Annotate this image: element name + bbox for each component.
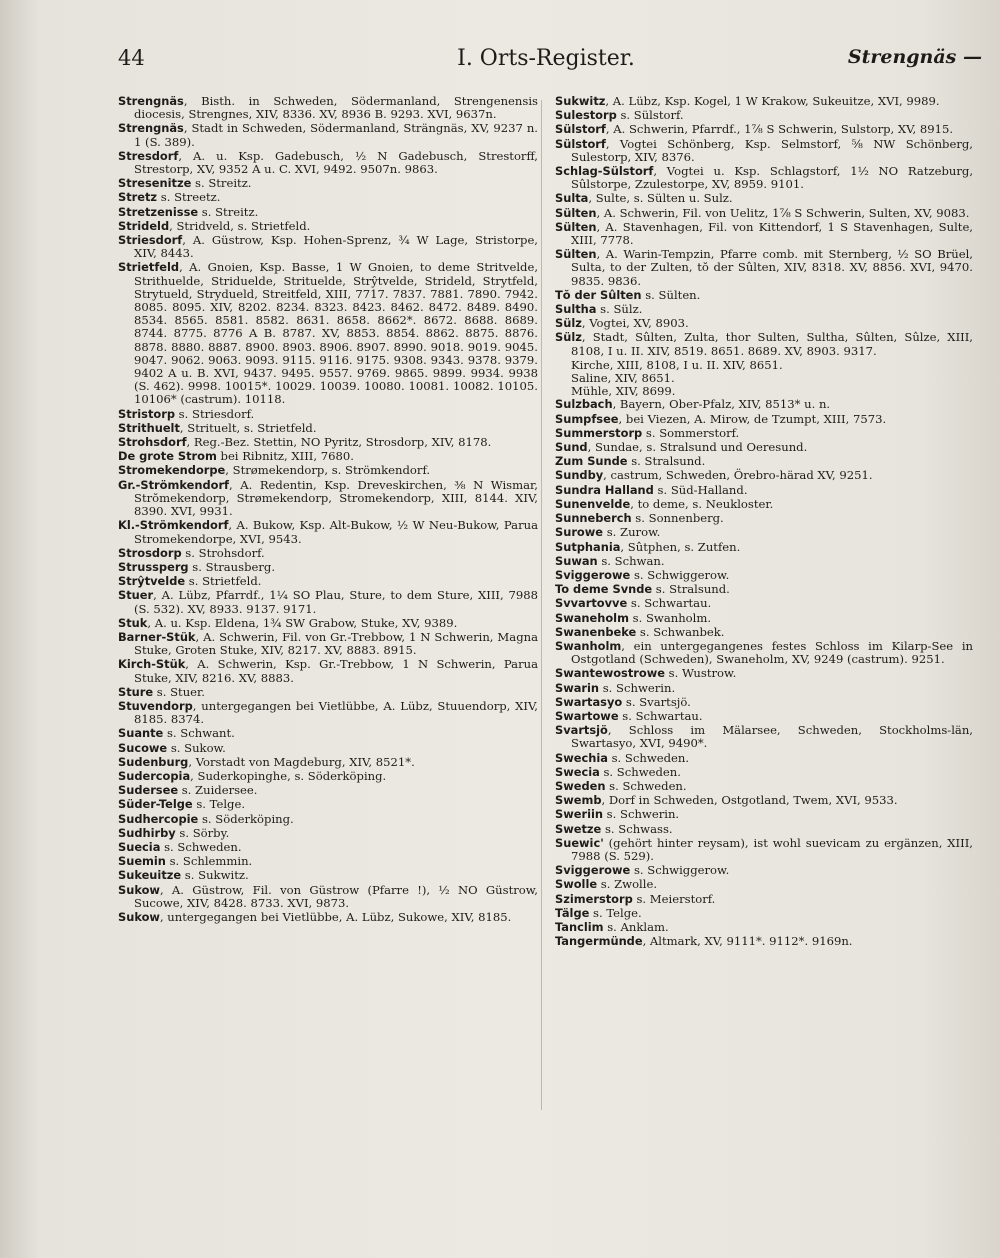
index-entry [555, 878, 973, 891]
entry-text: s. Streitz. [191, 176, 252, 191]
index-entry [118, 575, 538, 588]
entry-headword: Sülstorf [555, 122, 606, 137]
entry-text: , Schloss im Mälarsee, Schweden, Stockholms-län, Swartasyo, XVI, 9490*. [571, 723, 973, 751]
entry-text: s. Strietfeld. [185, 574, 262, 589]
entry-text: s. Sülten. [641, 287, 701, 302]
entry-headword: Schlag-Sülstorf [555, 164, 654, 179]
index-entry [555, 893, 973, 906]
entry-text: , A. Bukow, Ksp. Alt-Bukow, ½ W Neu-Bukow, Parua Stromekendorpe, XVI, 9543. [134, 518, 538, 546]
index-entry [555, 541, 973, 554]
entry-text: s. Schwerin. [599, 680, 676, 695]
entry-text: s. Stralsund. [627, 454, 706, 469]
entry-headword: Strussperg [118, 559, 189, 574]
entry-headword: Swechia [555, 750, 608, 765]
entry-text: , Vogtei, XV, 8903. [581, 316, 689, 331]
entry-headword: Sudenburg [118, 754, 189, 769]
entry-text: s. Schweden. [599, 764, 681, 779]
entry-headword: Stresdorf [118, 148, 179, 163]
entry-headword: Sülten [555, 247, 597, 262]
index-entry [118, 589, 538, 615]
entry-text: , A. Schwerin, Ksp. Gr.-Trebbow, 1 N Schwerin, Parua Stuke, XIV, 8216. XV, 8883. [134, 657, 538, 685]
entry-headword: De grote Strom [118, 449, 217, 464]
entry-text: , Vogtei u. Ksp. Schlagstorf, 1½ NO Ratzeburg, Sûlstorpe, Zzulestorpe, XV, 8959. 9101. [571, 164, 973, 192]
index-entry [118, 220, 538, 233]
entry-headword: Barner-Stük [118, 629, 196, 644]
entry-headword: Sviggerowe [555, 567, 631, 582]
index-entry [555, 935, 973, 948]
entry-headword: Swarin [555, 680, 600, 695]
entry-headword: Stuer [118, 588, 154, 603]
entry-text: s. Schwass. [601, 821, 673, 836]
index-entry [555, 682, 973, 695]
index-entry [555, 823, 973, 836]
index-entry [118, 464, 538, 477]
entry-text: , castrum, Schweden, Örebro-härad XV, 9251. [603, 468, 873, 483]
entry-text: s. Telge. [589, 905, 642, 920]
entry-headword: Sundra Halland [555, 482, 654, 497]
entry-subitem: Saline, XIV, 8651. [571, 371, 675, 386]
index-entry [555, 921, 973, 934]
entry-text: s. Svartsjö. [622, 694, 691, 709]
entry-headword: Swaneholm [555, 610, 629, 625]
index-entry [555, 555, 973, 568]
entry-headword: Kl.-Strömkendorf [118, 518, 229, 533]
index-entry [555, 317, 973, 330]
entry-text: s. Strohsdorf. [181, 545, 265, 560]
index-entry [555, 583, 973, 596]
index-entry [118, 422, 538, 435]
entry-headword: Tälge [555, 905, 590, 920]
entry-headword: Sumpfsee [555, 411, 619, 426]
entry-text: s. Sommerstorf. [642, 425, 740, 440]
entry-text: , Strømekendorp, s. Strömkendorf. [225, 463, 431, 478]
entry-text: , A. Güstrow, Fil. von Güstrow (Pfarre !), ½ NO Güstrow, Sucowe, XIV, 8428. 8733. XVI, 9873. [134, 882, 538, 910]
entry-text: s. Schweden. [160, 839, 242, 854]
entry-headword: Szimerstorp [555, 891, 633, 906]
index-entry [118, 177, 538, 190]
index-entry [118, 727, 538, 740]
column-divider [541, 100, 542, 1110]
entry-text: , Altmark, XV, 9111*. 9112*. 9169n. [642, 934, 853, 949]
entry-text: , to deme, s. Neukloster. [630, 496, 774, 511]
entry-headword: Tangermünde [555, 934, 643, 949]
index-entry [118, 700, 538, 726]
entry-text: , A. Lübz, Ksp. Kogel, 1 W Krakow, Sukeuitze, XVI, 9989. [605, 94, 940, 108]
entry-text: s. Meierstorf. [632, 891, 716, 906]
index-entry [555, 123, 973, 136]
entry-headword: Sukwitz [555, 94, 606, 108]
entry-text: , Reg.-Bez. Stettin, NO Pyritz, Strosdorp, XIV, 8178. [186, 435, 492, 450]
entry-subitem: Kirche, XIII, 8108, I u. II. XIV, 8651. [571, 357, 783, 372]
index-entry [555, 138, 973, 164]
entry-headword: Sülstorf [555, 136, 606, 151]
index-entry [118, 519, 538, 545]
entry-headword: Sucowe [118, 740, 168, 755]
index-entry [555, 248, 973, 288]
entry-headword: Strosdorp [118, 545, 182, 560]
entry-text: , A. Lübz, Pfarrdf., 1¼ SO Plau, Sture, to dem Sture, XIII, 7988 (S. 532). XV, 8933. 9137. 9171. [134, 588, 538, 616]
entry-text: , A. Redentin, Ksp. Dreveskirchen, ⅜ N Wismar, Strŏmekendorp, Strømekendorp, Stromekendorp, XIII, 8144. XIV, 8390. XVI, 9931. [134, 477, 538, 519]
entry-headword: Suecia [118, 839, 161, 854]
index-entry [118, 150, 538, 176]
page-number: 44 [118, 46, 145, 70]
entry-headword: Strietfeld [118, 260, 180, 275]
index-entry [118, 756, 538, 769]
index-entry [555, 484, 973, 497]
index-entry [118, 855, 538, 868]
entry-headword: Strideld [118, 218, 170, 233]
entry-text: , ein untergegangenes festes Schloss im Kilarp-See in Ostgotland (Schweden), Swaneholm, XV, 9249 (castrum). 9251. [571, 638, 973, 667]
entry-headword: Sukow [118, 909, 160, 924]
entry-headword: Surowe [555, 525, 604, 540]
index-entry [118, 450, 538, 463]
index-entry [118, 911, 538, 924]
entry-text: , Sulte, s. Sülten u. Sulz. [588, 191, 733, 206]
index-entry [118, 770, 538, 783]
index-entry [118, 631, 538, 657]
page-header [110, 46, 982, 86]
index-entry [118, 742, 538, 755]
left-column [118, 95, 538, 925]
entry-text: s. Sülstorf. [616, 108, 684, 123]
index-entry [118, 191, 538, 204]
index-entry [118, 95, 538, 121]
entry-text: s. Sonnenberg. [631, 511, 724, 526]
entry-headword: Sukeuitze [118, 868, 182, 883]
entry-headword: Swetze [555, 821, 602, 836]
index-entry [555, 109, 973, 122]
entry-text: , Sûtphen, s. Zutfen. [620, 539, 741, 554]
index-entry [118, 122, 538, 148]
running-head: Strengnäs — [847, 46, 982, 68]
entry-headword: Sülten [555, 205, 597, 220]
entry-headword: Sukow [118, 882, 160, 897]
entry-headword: Strengnäs [118, 121, 184, 136]
index-entry [555, 165, 973, 191]
entry-text: , untergegangen bei Vietlübbe, A. Lübz, Sukowe, XIV, 8185. [159, 909, 512, 924]
entry-text: , A. Gnoien, Ksp. Basse, 1 W Gnoien, to deme Stritvelde, Strithuelde, Striduelde, Strituelde, Strŷtvelde, Strideld, Strytfeld, Strytueld, Strydueld, Streitfeld, XIII, 7717. 7837. 7881. 7890. 7942. 8085. 8095. XIV, 8202. 8234. 8323. 8423. 8462. 8472. 8489. 8490. 8534. 8565. 8581. 8582. 8631. 8658. 8662*. 8672. 8688. 8689. 8744. 8775. 8776 A B. 8787. XV, 8853. 8854. 8862. 8875. 8876. 8878. 8880. 8887. 8900. 8903. 8906. 8907. 8990. 9018. 9019. 9045. 9047. 9062. 9063. 9093. 9115. 9116. 9175. 9308. 9343. 9378. 9379. 9402 A u. B. XVI, 9437. 9495. 9557. 9769. 9865. 9899. 9934. 9938 (S. 462). 9998. 10015*. 10029. 10039. 10080. 10081. 10082. 10105. 10106* (castrum). 10118. [134, 260, 538, 407]
entry-text: , A. Schwerin, Pfarrdf., 1⅞ S Schwerin, Sulstorp, XV, 8915. [605, 122, 954, 137]
entry-headword: Svartsjö [555, 723, 608, 738]
entry-headword: Sviggerowe [555, 863, 631, 878]
entry-headword: Süder-Telge [118, 797, 193, 812]
entry-text: s. Anklam. [603, 919, 669, 934]
entry-headword: Stuk [118, 615, 148, 630]
index-entry [118, 234, 538, 260]
index-entry [555, 569, 973, 582]
index-entry [555, 413, 973, 426]
index-entry [555, 864, 973, 877]
entry-headword: Swartowe [555, 708, 619, 723]
entry-headword: Gr.-Strömkendorf [118, 477, 230, 492]
entry-headword: Sudercopia [118, 768, 191, 783]
entry-headword: Swecia [555, 764, 600, 779]
entry-text: s. Zwolle. [597, 877, 658, 892]
entry-headword: Sunneberch [555, 511, 632, 526]
entry-text: s. Schwartau. [618, 708, 703, 723]
entry-text: s. Stuer. [153, 684, 205, 699]
entry-text: , A. u. Ksp. Gadebusch, ½ N Gadebusch, Strestorff, Strestorp, XV, 9352 A u. C. XVI, 9492. 9507n. 9863. [134, 148, 538, 177]
entry-text: s. Stralsund. [652, 582, 730, 597]
entry-text: , Stridveld, s. Strietfeld. [169, 218, 311, 233]
entry-headword: Summerstorp [555, 425, 643, 440]
entry-headword: Sudersee [118, 783, 179, 798]
entry-headword: Tŏ der Sûlten [555, 287, 642, 302]
entry-text: s. Schweden. [605, 778, 687, 793]
entry-headword: Sülz [555, 316, 582, 331]
index-entry [555, 469, 973, 482]
entry-headword: Suemin [118, 854, 166, 869]
entry-headword: Sund [555, 440, 588, 455]
index-entry [118, 784, 538, 797]
index-entry [118, 561, 538, 574]
index-entry [555, 221, 973, 247]
entry-headword: Stretz [118, 190, 158, 205]
index-entry [555, 794, 973, 807]
entry-text: , A. Güstrow, Ksp. Hohen-Sprenz, ¾ W Lage, Stristorpe, XIV, 8443. [134, 233, 538, 261]
index-entry [555, 766, 973, 779]
entry-text: , Suderkopinghe, s. Söderköping. [190, 768, 387, 783]
entry-text: , A. Warin-Tempzin, Pfarre comb. mit Sternberg, ½ SO Brüel, Sulta, to der Zulten, tŏ der Sûlten, XIV, 8318. XV, 8856. XVI, 9470. 9835. 9836. [571, 247, 973, 288]
index-entry [118, 869, 538, 882]
entry-subitem: Mühle, XIV, 8699. [571, 384, 676, 399]
entry-text: s. Schlemmin. [165, 854, 253, 869]
index-entry [555, 526, 973, 539]
index-entry [118, 436, 538, 449]
entry-text: s. Wustrow. [664, 666, 737, 681]
entry-text: , untergegangen bei Vietlübbe, A. Lübz, Stuuendorp, XIV, 8185. 8374. [134, 698, 538, 727]
index-entry [555, 597, 973, 610]
index-entry [118, 408, 538, 421]
index-entry [555, 724, 973, 750]
index-entry [555, 207, 973, 220]
index-entry [555, 640, 973, 666]
entry-headword: Swemb [555, 793, 602, 808]
entry-headword: Stresenitze [118, 176, 192, 191]
entry-headword: Sudhirby [118, 825, 176, 840]
entry-text: , Sundae, s. Stralsund und Oeresund. [587, 440, 808, 455]
entry-headword: Sülz [555, 330, 582, 345]
entry-text: s. Schwiggerow. [630, 567, 730, 582]
entry-text: s. Schwant. [163, 726, 235, 741]
entry-headword: Stuvendorp [118, 698, 193, 713]
entry-text: s. Strausberg. [188, 559, 276, 574]
entry-headword: Sunenvelde [555, 496, 631, 511]
entry-headword: Stristorp [118, 406, 175, 421]
entry-text: s. Zuidersee. [178, 783, 258, 798]
entry-text: , bei Viezen, A. Mirow, de Tzumpt, XIII, 7573. [618, 411, 887, 426]
index-entry [555, 696, 973, 709]
entry-text: , A. Schwerin, Fil. von Gr.-Trebbow, 1 N Schwerin, Magna Stuke, Groten Stuke, XIV, 8217. XV, 8883. 8915. [134, 629, 538, 658]
entry-headword: Suante [118, 726, 164, 741]
entry-headword: Striesdorf [118, 233, 183, 248]
entry-headword: Strŷtvelde [118, 574, 186, 589]
entry-text: s. Süd-Halland. [653, 482, 748, 497]
entry-text: s. Telge. [192, 797, 246, 812]
entry-headword: To deme Svnde [555, 582, 653, 597]
page-title: I. Orts-Register. [457, 46, 635, 71]
entry-text: s. Schwan. [597, 553, 665, 568]
index-entry [118, 261, 538, 406]
entry-headword: Kirch-Stük [118, 657, 186, 672]
index-entry [555, 95, 973, 108]
entry-text: s. Streetz. [157, 190, 221, 205]
entry-headword: Swanenbeke [555, 624, 637, 639]
right-column [555, 95, 973, 949]
entry-text: , A. u. Ksp. Eldena, 1¾ SW Grabow, Stuke, XV, 9389. [147, 615, 458, 630]
index-entry [555, 498, 973, 511]
entry-text: bei Ribnitz, XIII, 7680. [216, 449, 354, 464]
entry-text: s. Schwanbek. [636, 624, 725, 639]
index-entry [118, 547, 538, 560]
index-entry [555, 612, 973, 625]
entry-headword: Sundby [555, 468, 604, 483]
entry-text: s. Zurow. [603, 525, 661, 540]
entry-headword: Tanclim [555, 919, 604, 934]
index-entry [118, 813, 538, 826]
entry-text: s. Striesdorf. [175, 406, 255, 421]
entry-text: , A. Stavenhagen, Fil. von Kittendorf, 1 S Stavenhagen, Sulte, XIII, 7778. [571, 219, 973, 248]
entry-text: s. Streitz. [198, 204, 259, 219]
entry-headword: Stromekendorpe [118, 463, 226, 478]
entry-text: s. Sülz. [596, 302, 643, 317]
entry-headword: Sweriin [555, 807, 603, 822]
index-entry [555, 303, 973, 316]
entry-text: s. Sukow. [167, 740, 226, 755]
index-entry [118, 479, 538, 519]
entry-text: , Bayern, Ober-Pfalz, XIV, 8513* u. n. [612, 397, 831, 412]
index-entry [118, 884, 538, 910]
index-entry [118, 841, 538, 854]
entry-headword: Sutphania [555, 539, 621, 554]
entry-text: , Stadt, Sûlten, Zulta, thor Sulten, Sultha, Sûlten, Sûlze, XIII, 8108, I u. II. XIV, 8519. 8651. 8689. XV, 8903. 9317. [571, 330, 973, 358]
entry-headword: Strengnäs [118, 94, 184, 108]
entry-headword: Stretzenisse [118, 204, 199, 219]
index-entry [555, 331, 973, 357]
index-entry [555, 441, 973, 454]
entry-headword: Sultha [555, 302, 597, 317]
entry-headword: Swantewostrowe [555, 666, 665, 681]
entry-headword: Swartasyo [555, 694, 623, 709]
entry-text: s. Schweden. [607, 750, 690, 765]
index-entry [555, 710, 973, 723]
index-entry [555, 427, 973, 440]
entry-text: , A. Schwerin, Fil. von Uelitz, 1⅞ S Schwerin, Sulten, XV, 9083. [596, 205, 970, 220]
index-entry [555, 907, 973, 920]
index-entry [118, 798, 538, 811]
entry-headword: Svvartovve [555, 596, 628, 611]
index-entry [118, 686, 538, 699]
entry-headword: Suwan [555, 553, 598, 568]
entry-headword: Sudhercopie [118, 811, 199, 826]
entry-headword: Suewic' [555, 835, 604, 850]
entry-text: , Strituelt, s. Strietfeld. [179, 420, 317, 435]
entry-text: s. Schwiggerow. [630, 863, 730, 878]
entry-headword: Sulzbach [555, 397, 613, 412]
entry-text: , Vorstadt von Magdeburg, XIV, 8521*. [188, 754, 415, 769]
entry-headword: Sulestorp [555, 108, 617, 123]
index-entry [555, 667, 973, 680]
index-entry [555, 626, 973, 639]
entry-text: s. Schwartau. [627, 596, 712, 611]
index-entry [555, 752, 973, 765]
index-entry [118, 206, 538, 219]
index-entry [555, 398, 973, 411]
entry-text: s. Schwerin. [603, 807, 680, 822]
index-entry [555, 780, 973, 793]
index-entry [555, 808, 973, 821]
entry-text: s. Sörby. [175, 825, 230, 840]
index-entry [118, 617, 538, 630]
index-entry [555, 192, 973, 205]
entry-text: , Vogtei Schönberg, Ksp. Selmstorf, ⅝ NW Schönberg, Sulestorp, XIV, 8376. [571, 136, 973, 164]
entry-headword: Swanholm [555, 638, 622, 653]
index-entry [555, 837, 973, 863]
entry-headword: Strohsdorf [118, 435, 187, 450]
entry-headword: Sülten [555, 219, 597, 234]
entry-text: , Dorf in Schweden, Ostgotland, Twem, XVI, 9533. [601, 793, 898, 808]
index-entry [118, 658, 538, 684]
index-entry [555, 512, 973, 525]
entry-headword: Sulta [555, 191, 589, 206]
index-entry [555, 289, 973, 302]
entry-text: , Stadt in Schweden, Södermanland, Strängnäs, XV, 9237 n. 1 (S. 389). [134, 121, 538, 149]
entry-headword: Strithuelt [118, 420, 180, 435]
index-entry [118, 827, 538, 840]
entry-text: s. Swanholm. [628, 610, 712, 625]
entry-text: s. Söderköping. [198, 811, 294, 826]
entry-text: (gehört hinter reysam), ist wohl suevicam zu ergänzen, XIII, 7988 (S. 529). [571, 835, 973, 863]
entry-text: , Bisth. in Schweden, Södermanland, Strengenensis diocesis, Strengnes, XIV, 8336. XV, 8936 B. 9293. XVI, 9637n. [134, 94, 538, 122]
entry-headword: Sweden [555, 778, 606, 793]
entry-headword: Swolle [555, 877, 598, 892]
entry-headword: Zum Sunde [555, 454, 628, 469]
entry-text: s. Sukwitz. [181, 868, 249, 883]
index-entry [555, 455, 973, 468]
entry-headword: Sture [118, 684, 154, 699]
